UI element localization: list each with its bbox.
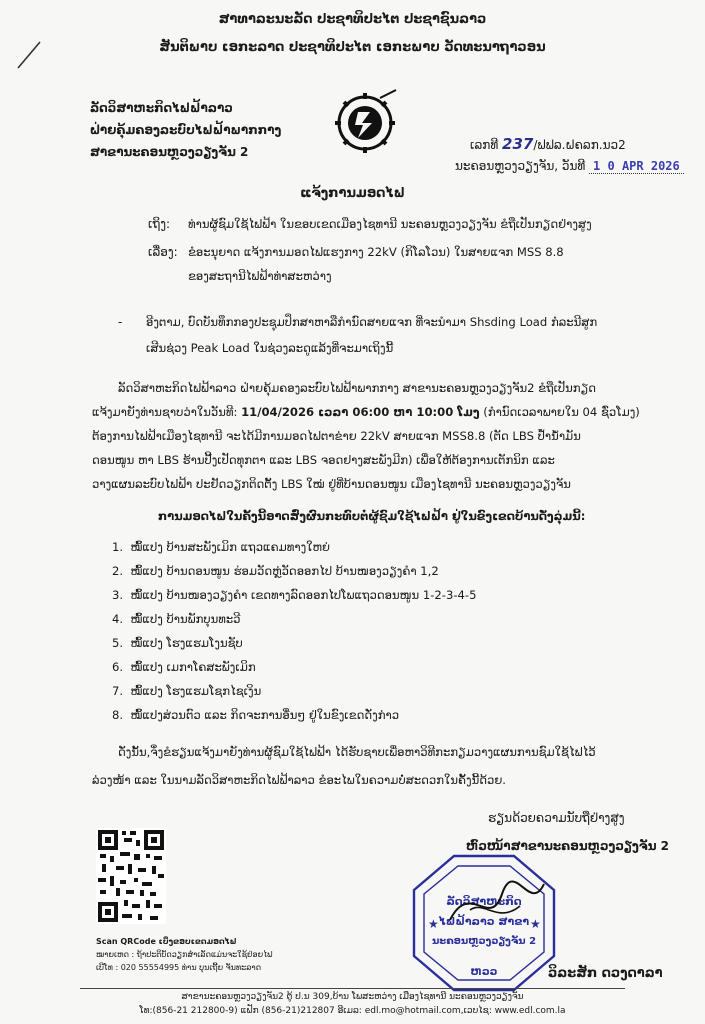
list-item: 8. ໝົ້ແປງສ່ວນຕົວ ແລະ ກິດຈະການອື່ນໆ ຢູ່ໃນຂົງເຂດດັ່ງກ່າວ [112,708,400,722]
edl-logo-icon [330,88,400,158]
reference-bullet: - [118,315,123,329]
national-header-line1: ສາທາລະນະລັດ ປະຊາທິປະໄຕ ປະຊາຊົນລາວ [218,12,487,27]
closing-line2: ລ່ວງໜ້າ ແລະ ໃນນາມລັດວິສາຫະກິດໄຟຟ້າລາວ ຂໍອະໄພໃນຄວາມບໍ່ສະດວກໃນຄັ້ງນີ້ດ້ວຍ. [92,773,506,787]
document-place-label: ນະຄອນຫຼວງວຽງຈັນ, ວັນທີ [455,159,586,173]
page-title: ແຈ້ງການມອດໄຟ [300,186,405,201]
outage-datetime: 11/04/2026 ເວລາ 06:00 ຫາ 10:00 ໂມງ [241,405,480,419]
document-number-handwritten: 237 [502,135,534,153]
body-line4: ດອນໜູນ ຫາ LBS ຮ້ານປີ້ງເປັດທຸກຕາ ແລະ LBS ຈອດຢາງສະພັງມີກ) ເພື່ອໃຫ້ຕ້ອງການເຕັກນິກ ແລະ [92,453,555,467]
list-item: 2. ໝົ້ແປງ ບ້ານດອນໜູນ ຮ່ອມວັດຫຼ່ວັດອອກໄປ ບ້ານໜອງວຽງຄໍາ 1,2 [112,564,439,578]
body-line5: ວາງແຜນລະບົບໄຟຟ້າ ປະຢັດວຽກຕິດຕັ້ງ LBS ໃໝ່ ຢູ່ທີ່ບ້ານດອນໜູນ ເມືອງໄຊທານີ ນະຄອນຫຼວງວຽງຈັນ [92,477,571,491]
to-text: ທ່ານຜູ້ຊົມໃຊ້ໄຟຟ້າ ໃນຂອບເຂດເມືອງໄຊທານີ ນະຄອນຫຼວງວຽງຈັນ ຂໍຖືເປັນກຽດຢ່າງສູງ [188,217,592,231]
subject-line2: ຂອງສະຖານີໄຟຟ້າທ່າສະຫວ່າງ [188,269,332,283]
reference-line2: ເສີນຊ່ວງ Peak Load ໃນຊ່ວງລະດູແລ້ງທີ່ຈະມາເຖິງນີ້ [146,341,394,355]
list-item: 1. ໝົ້ແປງ ບ້ານສະພັງເມິກ ແຖວແຄມທາງໃຫຍ່ [112,540,331,554]
body-line2-intro: ແຈ້ງມາຍັງທ່ານຊາບວ່າໃນວັນທີ: [92,405,242,419]
body-line2 [92,400,640,424]
date-stamp: 1 0 APR 2026 [593,159,680,173]
qr-caption-line3: ເບີໂທ : 020 55554995 ທ່ານ ບຸນເຖີ້ຍ ຈັນທະລາດ [96,963,262,972]
body-line1: ລັດວິສາຫະກິດໄຟຟ້າລາວ ຝ່າຍຄຸ້ມຄອງລະບົບໄຟຟ້າພາກກາງ ສາຂານະຄອນຫຼວງວຽງຈັນ2 ຂໍຖືເປັນກຽດ [118,381,597,395]
closing-line1: ດັ່ງນັ້ນ,ຈຶ່ງຂໍຮຽນແຈ້ງມາຍັງທ່ານຜູ້ຊົມໃຊ້ໄຟຟ້າ ໄດ້ຮັບຊາບເພື່ອຫາວິທີກະກຽມວາງແຜນການຊົມໃຊ້ໄຟໄວ້ [118,745,596,759]
document-number [470,136,626,153]
org-name-line3: ສາຂານະຄອນຫຼວງວຽງຈັນ 2 [90,145,249,159]
subject-label: ເລື່ອງ: [148,245,178,259]
qr-caption-line1: Scan QRCode ເບິ່ງຂອບເຂດມອດໄຟ [96,937,237,946]
to-label: ເຖິງ: [148,217,171,231]
list-item: 5. ໝົ້ແປງ ໂຮງແຮມໂງນຊັບ [112,636,243,650]
stamp-text-line2: ໄຟຟ້າລາວ ສາຂາ [438,915,530,928]
svg-text:★: ★ [530,917,541,931]
list-item: 7. ໝົ້ແປງ ໂຮງແຮມໂຊກໄຊເງິນ [112,684,262,698]
svg-text:★: ★ [428,917,439,931]
document-number-suffix: /ຟຟລ.ຝຄລກ.ນວ2 [533,138,626,152]
body-line3: ຕ້ອງການໄຟຟ້າເມືອງໄຊທານີ ຈະໄດ້ມີການມອດໄຟຕາຂ່າຍ 22kV ສາຍແຈກ MSS8.8 (ຕັດ LBS ປ້ຳນ້ຳມັນ [92,429,581,443]
list-item: 6. ໝົ້ແປງ ເມກາໂຄສະພັງເມິກ [112,660,256,674]
document-date-line [455,158,684,174]
reference-line1: ອີງຕາມ, ບົດບັນທຶກກອງປະຊຸມປຶກສາຫາລືກໍານົດສາຍແຈກ ທີ່ຈະນໍາມາ Shsding Load ກໍລະນີສູກ [146,315,598,329]
qr-code-icon[interactable] [96,828,166,924]
stamp-text-line1: ລັດວິສາຫະກິດ [446,895,522,908]
footer-divider [80,988,625,989]
national-header-line2: ສັນຕິພາບ ເອກະລາດ ປະຊາທິປະໄຕ ເອກະພາບ ວັດທະນາຖາວອນ [159,40,546,55]
signature-scribble-icon [440,870,550,940]
closing-respect: ຮຽນດ້ວຍຄວາມນັບຖືຢ່າງສູງ [488,811,625,825]
stamp-text-line3: ນະຄອນຫຼວງວຽງຈັນ 2 [432,936,537,947]
org-name-line2: ຝ່າຍຄຸ້ມຄອງລະບົບໄຟຟ້າພາກກາງ [90,123,282,137]
signatory-role: ຫົວໜ້າສາຂານະຄອນຫຼວງວຽງຈັນ 2 [466,839,669,853]
stamp-text-bottom: ຫວວ [470,965,498,978]
areas-heading: ການມອດໄຟໃນຄັ້ງນີ້ອາດສົ່ງຜົນກະທົບຕໍ່ຜູ້ຊົມໃຊ້ໄຟຟ້າ ຢູ່ໃນຂົງເຂດບ້ານດັ່ງລຸ່ມນີ້: [158,509,586,523]
document-date-field [589,159,684,174]
footer-address: ສາຂານະຄອນຫຼວງວຽງຈັນ2 ຕູ້ ປ.ນ 309,ບ້ານ ໂພສະຫວ່າງ ເມືອງໄຊທານີ ນະຄອນຫຼວງວຽງຈັນ [181,992,524,1002]
signatory-name: ວິລະສັກ ດວງດາລາ [548,966,663,981]
qr-caption-line2: ໝາຍເຫດ : ຖ້າປະຕິບັດວຽກສໍາເລັດແມ່ນຈະໃຊ້ຢ່ອຍໄຟ [96,950,273,959]
list-item: 3. ໝົ້ແປງ ບ້ານໜອງວຽງຄໍາ ເຂດທາງລົດອອກໄປໂພແຖວດອນໜູນ 1-2-3-4-5 [112,588,477,602]
list-item: 4. ໝົ້ແປງ ບ້ານພັກບຸນທະວີ [112,612,241,626]
outage-duration-note: (ກໍານົດເວລາພາຍໃນ 04 ຊົ່ວໂມງ) [479,405,640,419]
footer-contact: ໂທ:(856-21 212800-9) ແຟັກ (856-21)212807 ອີເມລ: edl.mo@hotmail.com,ເວບໄຊ: www.edl.com.la [139,1006,566,1016]
document-number-label: ເລກທີ [470,138,499,152]
org-name-line1: ລັດວິສາຫະກິດໄຟຟ້າລາວ [90,101,233,115]
subject-line1: ຂໍອະນຸຍາດ ແຈ້ງການມອດໄຟແຮງກາງ 22kV (ກິໂລໂວນ) ໃນສາຍແຈກ MSS 8.8 [188,245,564,259]
